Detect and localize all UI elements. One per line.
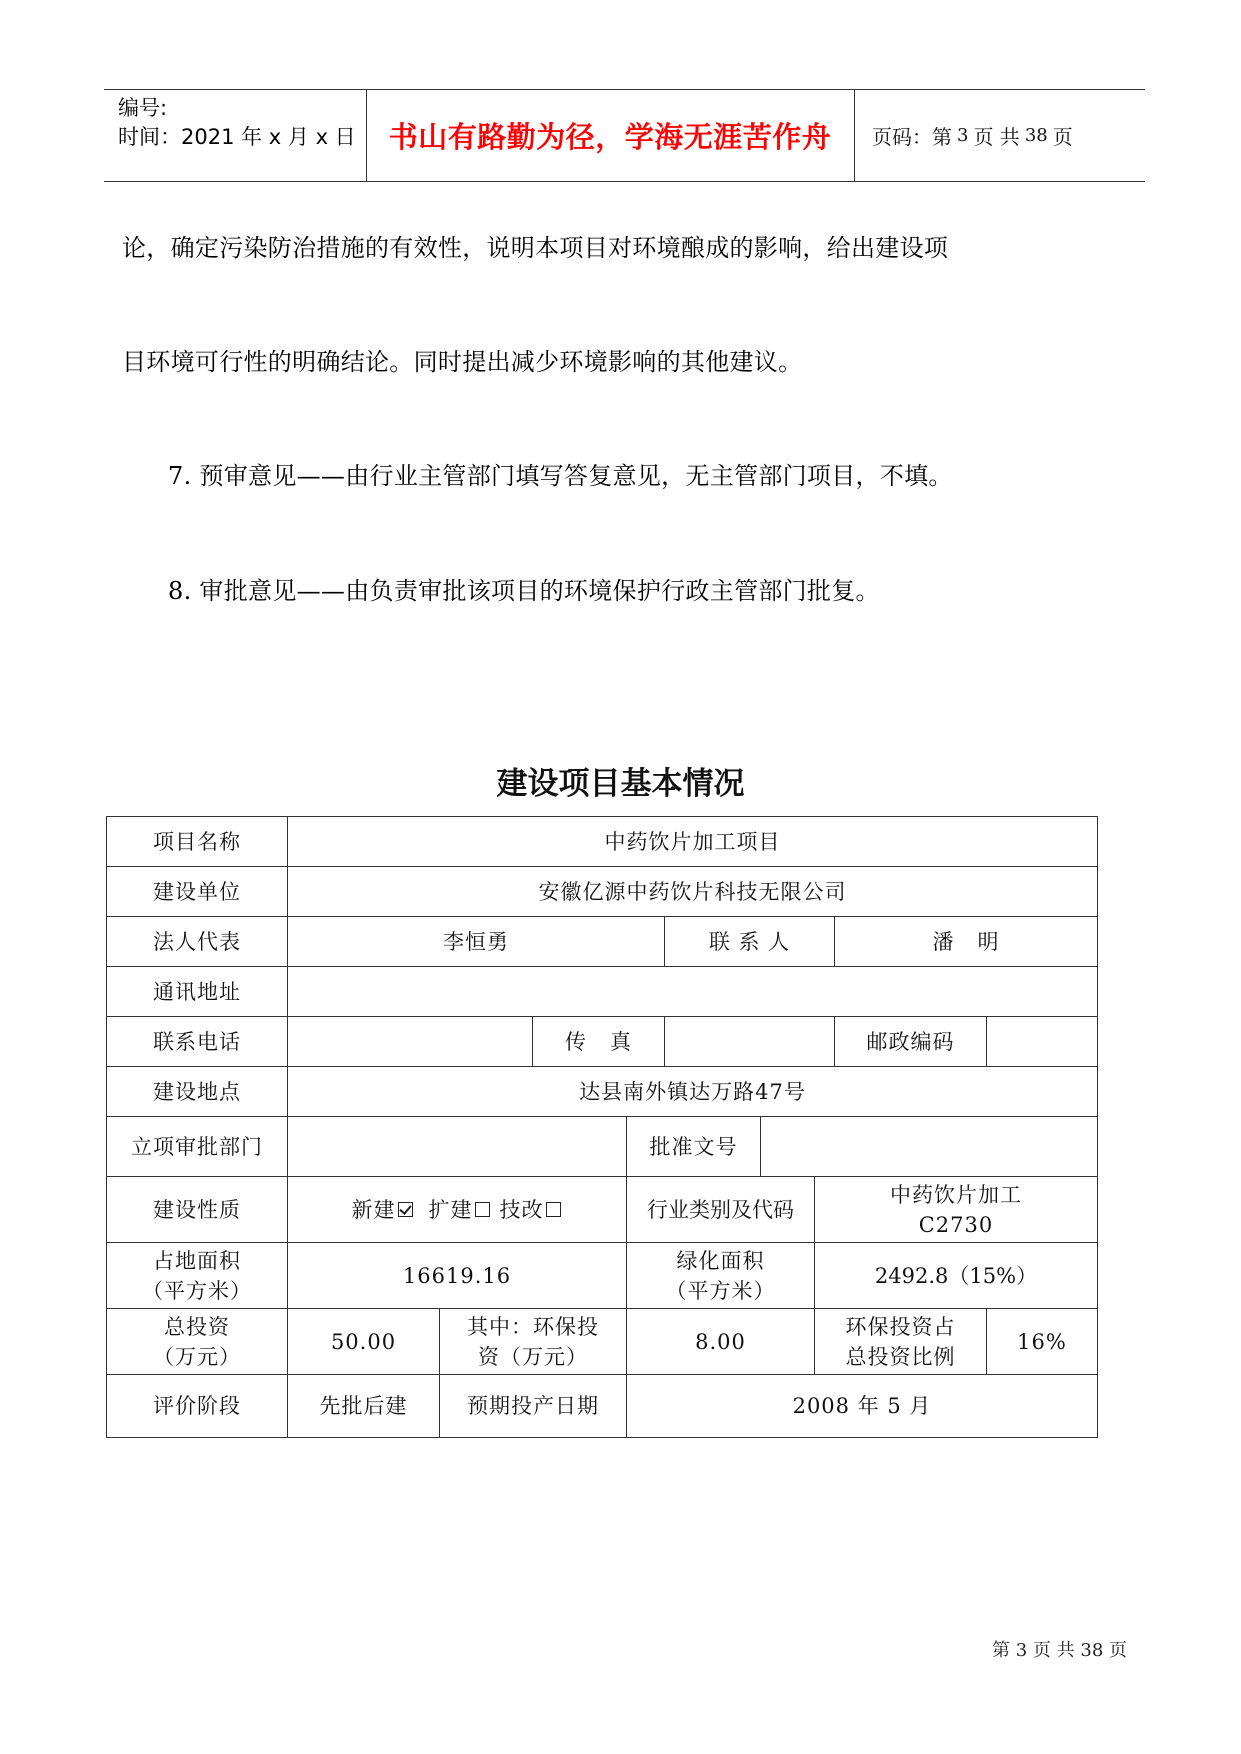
header-motto: 书山有路勤为径，学海无涯苦作舟 <box>388 120 832 154</box>
invest-label-line2: （万元） <box>153 1344 241 1369</box>
time-line: 时间：2021 年 x 月 x 日 <box>118 125 356 149</box>
postcode-value <box>986 1016 1098 1067</box>
page-prefix: 页码：第 <box>872 125 952 149</box>
ratio-value: 16% <box>986 1308 1098 1375</box>
nature-new-checkbox[interactable] <box>398 1202 413 1217</box>
industry-name: 中药饮片加工 <box>890 1182 1022 1207</box>
industry-code: C2730 <box>918 1212 994 1237</box>
prod-date-label: 预期投产日期 <box>439 1374 627 1438</box>
area-label-line2: （平方米） <box>142 1278 252 1303</box>
serial-label: 编号: <box>118 96 168 120</box>
nature-new-label: 新建 <box>351 1197 396 1222</box>
env-invest-label-line2: 资（万元） <box>478 1344 588 1369</box>
unit-value: 安徽亿源中药饮片科技无限公司 <box>287 866 1098 917</box>
site-label: 建设地点 <box>106 1066 288 1117</box>
env-invest-label-line1: 其中：环保投 <box>467 1314 599 1339</box>
prod-date-value: 2008 年 5 月 <box>626 1374 1098 1438</box>
stage-value: 先批后建 <box>287 1374 440 1438</box>
invest-label-line1: 总投资 <box>164 1314 230 1339</box>
phone-label: 联系电话 <box>106 1016 288 1067</box>
site-value: 达县南外镇达万路47号 <box>287 1066 1098 1117</box>
area-label <box>106 1242 288 1309</box>
green-label-line1: 绿化面积 <box>676 1248 765 1273</box>
header-divider <box>854 90 855 181</box>
project-info-table <box>106 816 1098 1438</box>
nature-options <box>287 1176 627 1243</box>
nature-tech-checkbox[interactable] <box>546 1202 561 1217</box>
nature-expand-label: 扩建 <box>428 1197 473 1222</box>
green-label <box>626 1242 815 1309</box>
nature-label: 建设性质 <box>106 1176 288 1243</box>
green-value: 2492.8（15%） <box>814 1242 1098 1309</box>
approval-dept-value <box>287 1116 627 1177</box>
page-header <box>104 89 1145 182</box>
page-footer: 第 3 页 共 38 页 <box>992 1640 1127 1661</box>
stage-label: 评价阶段 <box>106 1374 288 1438</box>
area-value: 16619.16 <box>287 1242 627 1309</box>
paragraph: 论，确定污染防治措施的有效性，说明本项目对环境酿成的影响，给出建设项 <box>122 234 949 262</box>
paragraph: 目环境可行性的明确结论。同时提出减少环境影响的其他建议。 <box>122 348 803 376</box>
postcode-label: 邮政编码 <box>834 1016 987 1067</box>
green-label-line2: （平方米） <box>665 1278 776 1303</box>
phone-value <box>287 1016 533 1067</box>
fax-value <box>664 1016 835 1067</box>
env-invest-label <box>439 1308 627 1375</box>
paragraph: 7. 预审意见——由行业主管部门填写答复意见，无主管部门项目，不填。 <box>168 462 953 490</box>
approval-no-value <box>760 1116 1098 1177</box>
header-page-info <box>872 90 1073 181</box>
ratio-label <box>814 1308 987 1375</box>
legal-rep-value: 李恒勇 <box>287 916 665 967</box>
nature-expand-checkbox[interactable] <box>475 1202 490 1217</box>
page-mid: 页 共 <box>973 125 1020 149</box>
address-label: 通讯地址 <box>106 966 288 1017</box>
header-meta <box>118 94 356 152</box>
paragraph: 8. 审批意见——由负责审批该项目的环境保护行政主管部门批复。 <box>168 577 880 605</box>
page-number: 3 <box>957 125 969 146</box>
industry-label: 行业类别及代码 <box>626 1176 815 1243</box>
invest-label <box>106 1308 288 1375</box>
table-title: 建设项目基本情况 <box>496 766 745 802</box>
legal-rep-label: 法人代表 <box>106 916 288 967</box>
ratio-label-line2: 总投资比例 <box>845 1344 956 1369</box>
project-name-value: 中药饮片加工项目 <box>287 816 1098 867</box>
industry-value <box>814 1176 1098 1243</box>
env-invest-value: 8.00 <box>626 1308 815 1375</box>
unit-label: 建设单位 <box>106 866 288 917</box>
contact-value: 潘 明 <box>834 916 1098 967</box>
approval-dept-label: 立项审批部门 <box>106 1116 288 1177</box>
contact-label: 联 系 人 <box>664 916 835 967</box>
address-value <box>287 966 1098 1017</box>
approval-no-label: 批准文号 <box>626 1116 761 1177</box>
nature-tech-label: 技改 <box>499 1197 544 1222</box>
area-label-line1: 占地面积 <box>153 1248 241 1273</box>
project-name-label: 项目名称 <box>106 816 288 867</box>
invest-value: 50.00 <box>287 1308 440 1375</box>
fax-label: 传 真 <box>532 1016 665 1067</box>
page-suffix: 页 <box>1052 125 1073 149</box>
ratio-label-line1: 环保投资占 <box>845 1314 956 1339</box>
page-total: 38 <box>1024 125 1048 146</box>
